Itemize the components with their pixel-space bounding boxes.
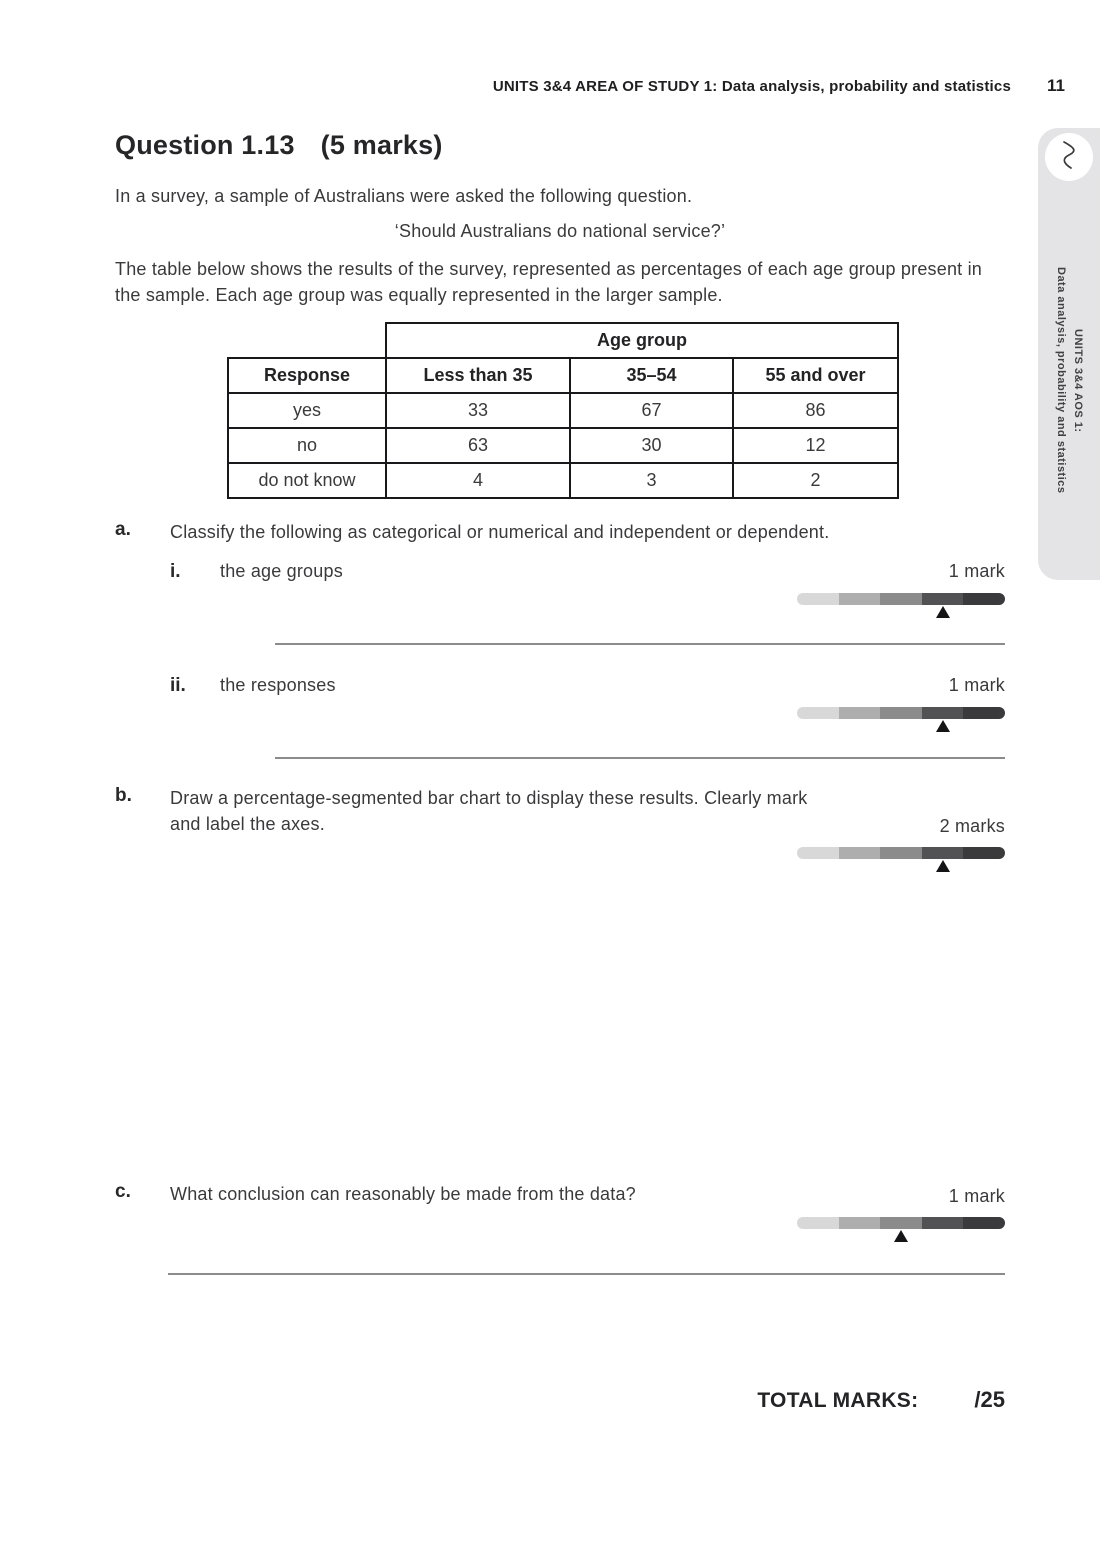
side-tab-line2: Data analysis, probability and statistics [1055, 267, 1067, 494]
table-group-header: Age group [386, 323, 898, 358]
table-row [228, 428, 898, 463]
subpart-ii [170, 675, 1005, 759]
question-intro: In a survey, a sample of Australians were asked the following question. [115, 186, 693, 206]
chevron-right-icon [1054, 137, 1084, 178]
difficulty-bar [797, 1217, 1005, 1229]
question-content [115, 130, 1005, 1413]
side-tab-line1: UNITS 3&4 AOS 1: [1072, 328, 1085, 433]
part-c [115, 1181, 1005, 1275]
table-cell: yes [228, 393, 386, 428]
part-c-label: c. [115, 1181, 131, 1202]
table-cell: 2 [733, 463, 898, 498]
table-cell: do not know [228, 463, 386, 498]
table-cell: 12 [733, 428, 898, 463]
total-marks-label: TOTAL MARKS: [757, 1389, 919, 1412]
table-cell: 67 [570, 393, 733, 428]
part-b-label: b. [115, 785, 132, 806]
table-column-header: Less than 35 [386, 358, 570, 393]
table-column-header: 35–54 [570, 358, 733, 393]
table-cell: 4 [386, 463, 570, 498]
difficulty-bar [797, 847, 1005, 859]
table-cell: 86 [733, 393, 898, 428]
subpart-i-marks: 1 mark [948, 561, 1005, 581]
difficulty-bar [797, 593, 1005, 605]
part-a-text: Classify the following as categorical or numerical and independent or dependent. [170, 522, 830, 542]
table-cell: 30 [570, 428, 733, 463]
subpart-i-label: i. [170, 561, 181, 582]
table-header-row [228, 358, 898, 393]
table-cell: 33 [386, 393, 570, 428]
subpart-i [170, 561, 1005, 645]
total-marks-row [115, 1387, 1005, 1413]
part-b-marks: 2 marks [939, 816, 1005, 836]
subpart-ii-marks: 1 mark [948, 675, 1005, 695]
table-group-header-row [228, 323, 898, 358]
question-total-marks: (5 marks) [320, 130, 443, 160]
side-tab-text-wrap [1052, 181, 1086, 580]
answer-line [275, 643, 1005, 645]
total-marks-value: /25 [974, 1387, 1005, 1412]
page-number: 11 [1047, 76, 1065, 95]
table-row [228, 393, 898, 428]
part-b [115, 785, 1005, 1181]
answer-line [168, 1273, 1005, 1275]
difficulty-bar [797, 707, 1005, 719]
part-a [115, 519, 1005, 545]
answer-line [275, 757, 1005, 759]
difficulty-marker-arrow [894, 1230, 908, 1242]
table-blank-cell [228, 323, 386, 358]
subpart-ii-label: ii. [170, 675, 186, 696]
part-b-text: Draw a percentage-segmented bar chart to display these results. Clearly mark and label the axes. [170, 788, 808, 834]
question-description: The table below shows the results of the survey, represented as percentages of each age group present in the sample. Each age group was equally represented in the larger sample. [115, 259, 982, 305]
table-cell: no [228, 428, 386, 463]
side-tab-label [1052, 267, 1086, 494]
section-side-tab [1038, 128, 1100, 580]
chart-drawing-area [115, 859, 1005, 1181]
difficulty-marker-arrow [936, 606, 950, 618]
survey-results-table [227, 322, 899, 499]
survey-question-quote: ‘Should Australians do national service?’ [394, 221, 726, 241]
table-cell: 3 [570, 463, 733, 498]
part-c-text: What conclusion can reasonably be made from the data? [170, 1184, 636, 1204]
table-row [228, 463, 898, 498]
question-title [115, 130, 1005, 161]
page-header [115, 76, 1065, 96]
running-title: UNITS 3&4 AREA OF STUDY 1: Data analysis, probability and statistics [492, 78, 1012, 95]
part-a-label: a. [115, 519, 131, 540]
difficulty-marker-arrow [936, 720, 950, 732]
subpart-i-text: the age groups [220, 561, 343, 581]
part-c-marks: 1 mark [948, 1186, 1005, 1206]
table-column-header: Response [228, 358, 386, 393]
subpart-ii-text: the responses [220, 675, 336, 695]
table-column-header: 55 and over [733, 358, 898, 393]
table-cell: 63 [386, 428, 570, 463]
question-number: Question 1.13 [115, 130, 295, 160]
difficulty-marker-arrow [936, 860, 950, 872]
next-page-button[interactable] [1045, 133, 1093, 181]
